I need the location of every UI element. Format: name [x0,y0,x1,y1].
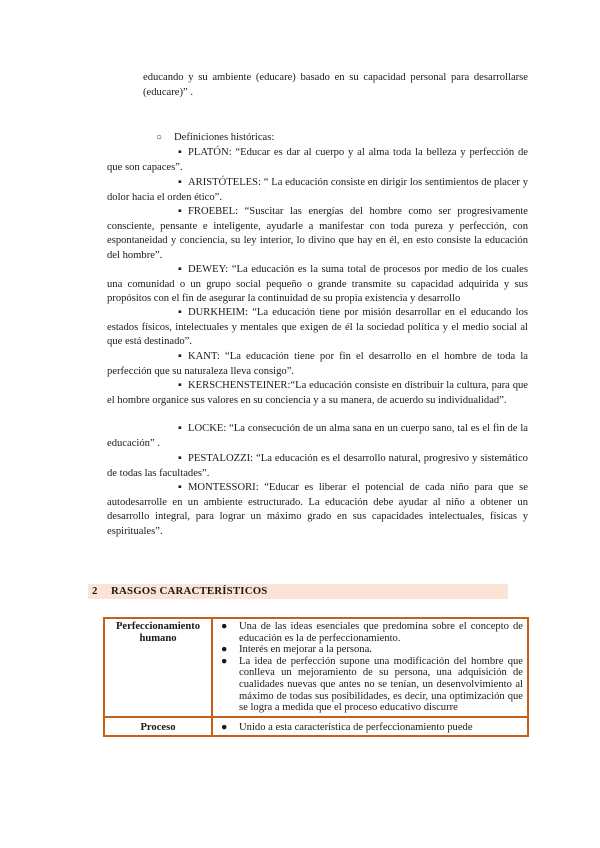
section-title: RASGOS CARACTERÍSTICOS [111,585,268,597]
definition-quote: “La educación es la suma total de procesos por medio de los cuales una comunidad o un grupo social pequeño o grande transmite su capacidad adquirida y sus propósitos con el fin de asegurar la continuidad de su propia existencia y desarrollo [107,264,528,305]
definition-author: MONTESSORI [188,482,256,493]
square-bullet-icon: ▪ [178,307,182,318]
hollow-circle-bullet-icon: ○ [156,132,163,143]
list-item: ● Unido a esta característica de perfeccionamiento puede [221,721,473,733]
trait-name-cell: Perfeccionamiento humano [104,618,212,717]
square-bullet-icon: ▪ [178,482,182,493]
square-bullet-icon: ▪ [178,453,182,464]
definition-item: ▪ KANT: “La educación tiene por fin el desarrollo en el hombre de toda la perfección que su naturaleza lleva consigo”. [107,351,529,377]
definition-author: KERSCHENSTEINER [188,380,288,391]
square-bullet-icon: ▪ [178,264,182,275]
square-bullet-icon: ▪ [178,177,182,188]
definition-item: ▪ FROEBEL: “Suscitar las energías del hombre como ser progresivamente consciente, pensante e inteligente, ayudarle a manifestar con toda pureza y perfección, con espontaneidad y conciencia, su ley interior, lo divino que hay en él, en esto consiste la educación del hombre”. [107,206,529,261]
trait-points-list [217,722,523,734]
definition-item: ▪ PESTALOZZI: “La educación es el desarrollo natural, progresivo y sistemático de todas las facultades”. [107,453,528,479]
definition-item: ▪ DEWEY: “La educación es la suma total de procesos por medio de los cuales una comunidad o un grupo social pequeño o grande transmite su capacidad adquirida y sus propósitos con el fin de asegurar la continuidad de su propia existencia y desarrollo [107,264,528,305]
historical-definitions-label: Definiciones históricas: [174,132,275,143]
definition-author: LOCKE [188,423,224,434]
trait-name-cell: Proceso [104,717,212,737]
round-bullet-icon: ● [221,721,228,733]
definition-quote: “La educación es el desarrollo natural, progresivo y sistemático de todas las facultades”. [107,453,528,479]
definition-quote: “La consecución de un alma sana en un cuerpo sano, tal es el fin de la educación” . [107,423,528,449]
definition-quote: “Educar es liberar el potencial de cada niño para que se autodesarrolle en un ambiente estructurado. La educación debe ayudar al niño a obtener un desarrollo integral, para lograr un máximo grado en sus capacidades intelectuales, físicas y espirituales”. [107,482,528,537]
square-bullet-icon: ▪ [178,147,182,158]
intro-paragraph: educando y su ambiente (educare) basado en su capacidad personal para desarrollarse (educare)” . [143,72,528,98]
square-bullet-icon: ▪ [178,351,182,362]
square-bullet-icon: ▪ [178,423,182,434]
definition-item: ▪ MONTESSORI: “Educar es liberar el potencial de cada niño para que se autodesarrolle en un ambiente estructurado. La educación debe ayudar al niño a obtener un desarrollo integral, para lograr un máximo grado en sus capacidades intelectuales, físicas y espirituales”. [107,482,528,537]
definition-quote: “La educación tiene por misión desarrollar en el educando los estados físicos, intelectuales y mentales que exigen de él la sociedad política y el medio social al que está destinado”. [107,307,529,348]
definition-author: ARISTÓTELES [188,177,259,188]
table-row [104,618,528,717]
table-row [104,717,528,737]
definition-author: PESTALOZZI [188,453,251,464]
definition-author: DURKHEIM [188,307,246,318]
trait-description-cell [212,618,528,717]
definition-item: ▪ ARISTÓTELES: “ La educación consiste en dirigir los sentimientos de placer y dolor hacia el orden ético”. [107,177,528,203]
definition-quote: “La educación consiste en distribuir la cultura, para que el hombre organice sus valores en su conciencia y a su manera, de acuerdo su individualidad”. [107,380,528,406]
definition-item: ▪ LOCKE: “La consecución de un alma sana en un cuerpo sano, tal es el fin de la educación” . [107,423,528,449]
definition-quote: “ La educación consiste en dirigir los sentimientos de placer y dolor hacia el orden ético”. [107,177,528,203]
definition-item: ▪ DURKHEIM: “La educación tiene por misión desarrollar en el educando los estados físicos, intelectuales y mentales que exigen de él la sociedad política y el medio social al que está destinado”. [107,307,529,348]
round-bullet-icon: ● [221,644,228,656]
list-item: ● La idea de perfección supone una modificación del hombre que conlleva un mejoramiento de su persona, una adquisición de cualidades nuevas que antes no se tenían, un desenvolvimiento al máximo de todas sus posibilidades, es decir, una optimización que se logra a medida que el proceso educativo discurre [221,655,523,714]
square-bullet-icon: ▪ [178,206,182,217]
section-number: 2 [92,585,98,597]
definition-author: KANT [188,351,217,362]
definition-author: DEWEY [188,264,226,275]
definition-quote: “Suscitar las energías del hombre como ser progresivamente consciente, pensante e inteligente, ayudarle a manifestar con toda pureza y perfección, con espontaneidad y conciencia, su ley interior, lo divino que hay en él, en esto consiste la educación del hombre”. [107,206,529,261]
traits-table [103,617,529,737]
definition-quote: “Educar es dar al cuerpo y al alma toda la belleza y perfección de que son capaces”. [107,147,528,173]
list-item: ● Una de las ideas esenciales que predomina sobre el concepto de educación es la de perfeccionamiento. [221,621,523,644]
trait-points-list [217,621,523,714]
list-item: ● Interés en mejorar a la persona. [221,644,372,656]
definition-item: ▪ KERSCHENSTEINER:“La educación consiste en distribuir la cultura, para que el hombre organice sus valores en su conciencia y a su manera, de acuerdo su individualidad”. [107,380,528,406]
round-bullet-icon: ● [221,655,228,667]
trait-description-cell [212,717,528,737]
square-bullet-icon: ▪ [178,380,182,391]
definition-item: ▪ PLATÓN: “Educar es dar al cuerpo y al alma toda la belleza y perfección de que son capaces”. [107,147,528,173]
definition-author: PLATÓN [188,147,229,158]
round-bullet-icon: ● [221,621,228,632]
definition-author: FROEBEL [188,206,236,217]
definition-quote: “La educación tiene por fin el desarrollo en el hombre de toda la perfección que su naturaleza lleva consigo”. [107,351,529,377]
